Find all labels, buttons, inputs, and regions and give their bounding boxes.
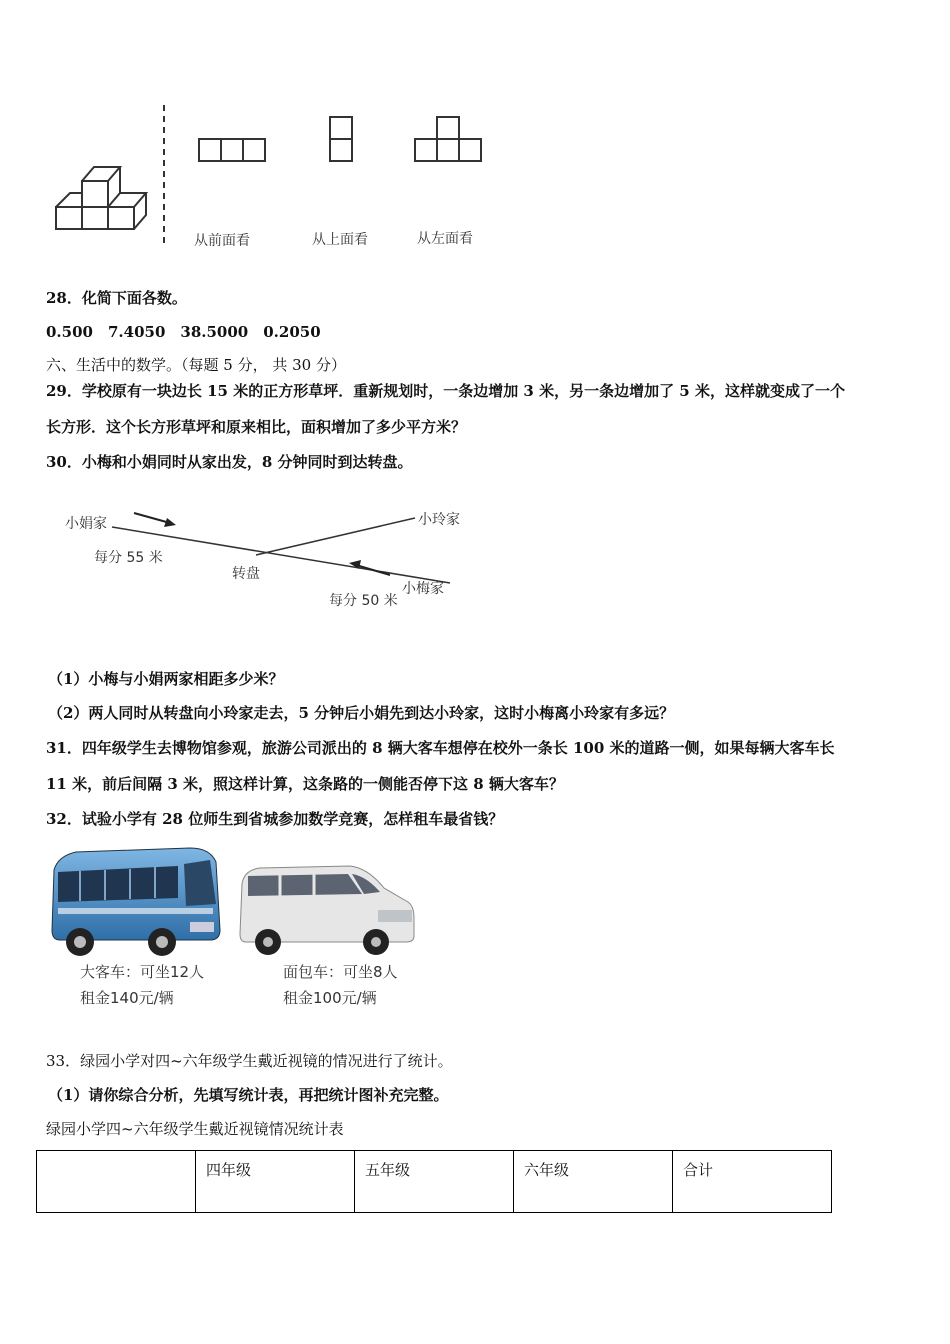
q31-line-1: 31．四年级学生去博物馆参观，旅游公司派出的 8 辆大客车想停在校外一条长 100 米的道路一侧，如果每辆大客车长	[46, 739, 835, 757]
q29-line-1: 29．学校原有一块边长 15 米的正方形草坪．重新规划时，一条边增加 3 米，另一条边增加了 5 米，这样就变成了一个	[46, 382, 845, 400]
table-header-cell: 四年级	[196, 1151, 355, 1213]
q28-numbers: 0.500 7.4050 38.5000 0.2050	[46, 323, 321, 341]
bus-capacity: 大客车：可坐12人	[80, 963, 205, 981]
cube-solid-drawing	[56, 167, 146, 229]
bus-rent: 租金140元/辆	[80, 989, 174, 1007]
q29-line-2: 长方形．这个长方形草坪和原来相比，面积增加了多少平方米？	[46, 418, 467, 436]
van-capacity: 面包车：可坐8人	[283, 963, 398, 981]
front-view-drawing	[199, 139, 265, 161]
q28-title: 28．化简下面各数。	[46, 289, 187, 307]
table-header-cell: 五年级	[355, 1151, 514, 1213]
left-view-label: 从左面看	[417, 231, 473, 247]
arrow-to-roundabout-juan	[134, 513, 176, 527]
speed-juan-label: 每分 55 米	[94, 550, 163, 566]
roundabout-label: 转盘	[232, 566, 260, 582]
q31-line-2: 11 米，前后间隔 3 米，照这样计算，这条路的一侧能否停下这 8 辆大客车？	[46, 775, 564, 793]
q33-sub-1: （1）请你综合分析，先填写统计表，再把统计图补充完整。	[48, 1086, 449, 1104]
bus-image	[50, 842, 225, 960]
xiaomei-home-label: 小梅家	[402, 581, 444, 597]
q32-title: 32．试验小学有 28 位师生到省城参加数学竞赛，怎样租车最省钱？	[46, 810, 504, 828]
top-view-label: 从上面看	[312, 232, 368, 248]
section-6-heading: 六、生活中的数学。（每题 5 分， 共 30 分）	[46, 356, 346, 374]
table-header-row	[37, 1151, 832, 1213]
left-view-drawing	[415, 117, 481, 161]
table-header-cell: 合计	[673, 1151, 832, 1213]
xiaoling-home-label: 小玲家	[418, 512, 460, 528]
van-rent: 租金100元/辆	[283, 989, 377, 1007]
q33-table-title: 绿园小学四~六年级学生戴近视镜情况统计表	[46, 1120, 344, 1138]
q30-title: 30．小梅和小娟同时从家出发，8 分钟同时到达转盘。	[46, 453, 413, 471]
q30-sub-2: （2）两人同时从转盘向小玲家走去，5 分钟后小娟先到达小玲家，这时小梅离小玲家有多远？	[48, 704, 675, 722]
van-image	[238, 862, 418, 957]
xiaojuan-home-label: 小娟家	[65, 516, 107, 532]
table-header-cell	[37, 1151, 196, 1213]
q33-title: 33．绿园小学对四~六年级学生戴近视镜的情况进行了统计。	[46, 1052, 453, 1070]
myopia-stat-table	[36, 1150, 832, 1213]
top-view-drawing	[330, 117, 352, 161]
table-header-cell: 六年级	[514, 1151, 673, 1213]
speed-mei-label: 每分 50 米	[329, 593, 398, 609]
q30-sub-1: （1）小梅与小娟两家相距多少米？	[48, 670, 284, 688]
front-view-label: 从前面看	[194, 233, 250, 249]
